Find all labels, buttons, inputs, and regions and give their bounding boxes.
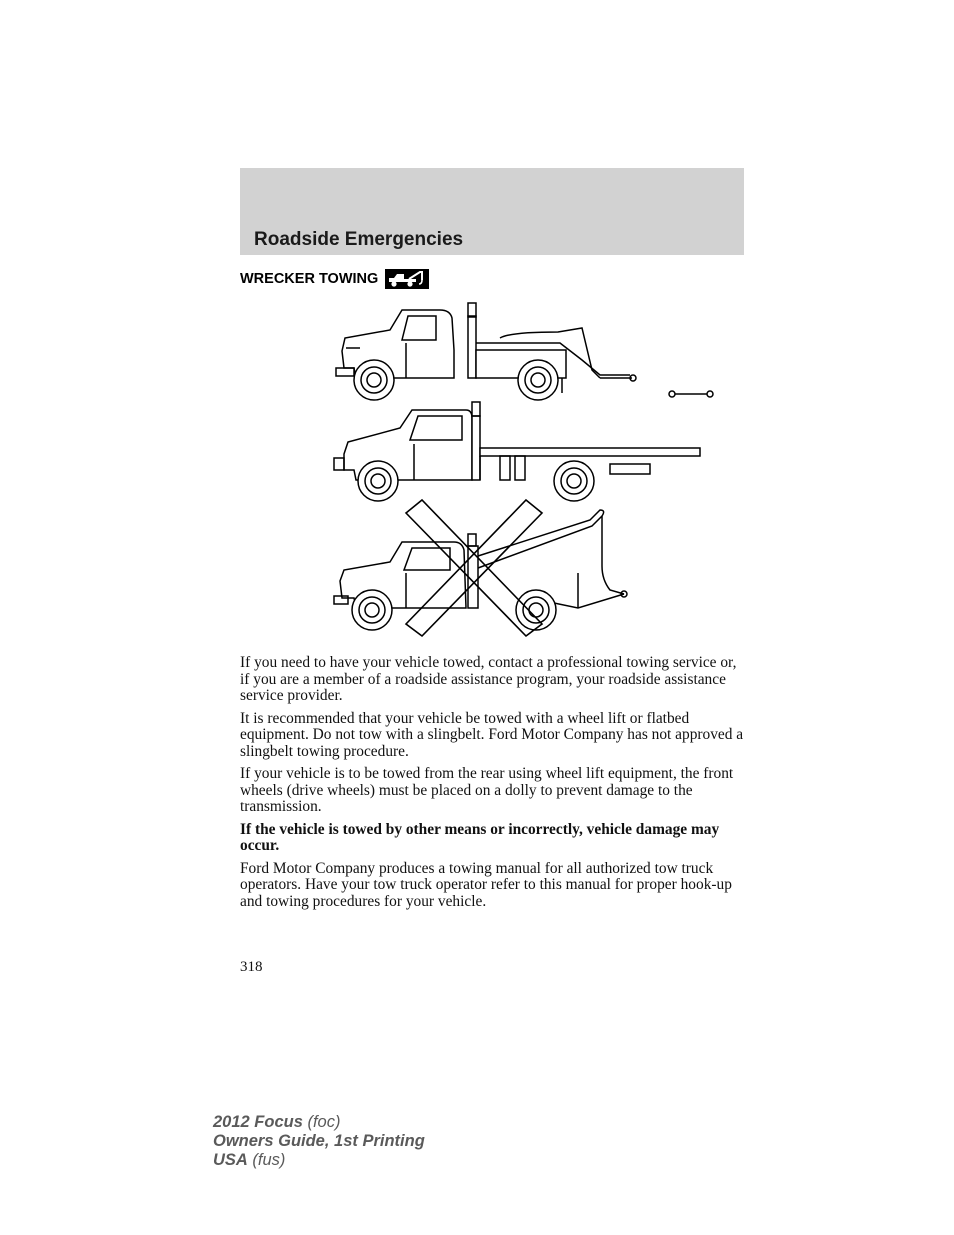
subheading	[240, 268, 429, 290]
tow-truck-icon	[385, 269, 429, 289]
footer-model: 2012 Focus	[213, 1113, 303, 1131]
footer-line-3	[213, 1151, 425, 1170]
paragraph: If your vehicle is to be towed from the rear using wheel lift equipment, the front wheels (drive wheels) must be placed on a dolly to prevent damage to the transmission.	[240, 765, 734, 815]
footer-market: USA	[213, 1151, 248, 1169]
paragraph: It is recommended that your vehicle be towed with a wheel lift or flatbed equipment. Do not tow with a slingbelt. Ford Motor Company has not approved a slingbelt towing procedure.	[240, 709, 744, 760]
wheel-lift-tow-truck	[336, 303, 636, 400]
footer	[213, 1113, 425, 1170]
slingbelt-tow-truck-crossed-out	[334, 500, 627, 636]
page-number: 318	[240, 959, 263, 975]
footer-edition: Owners Guide, 1st Printing	[213, 1132, 425, 1150]
section-header-band	[240, 168, 744, 255]
towing-methods-illustration	[330, 298, 730, 643]
footer-model-code: (foc)	[302, 1113, 341, 1131]
paragraph: If you need to have your vehicle towed, contact a professional towing service or, if you are a member of a roadside assistance program, your roadside assistance service provider.	[240, 654, 737, 704]
footer-market-code: (fus)	[247, 1151, 286, 1169]
warning-paragraph: If the vehicle is towed by other means or incorrectly, vehicle damage may occur.	[240, 820, 720, 854]
subheading-title: WRECKER TOWING	[240, 271, 379, 287]
footer-line-1	[213, 1113, 425, 1132]
footer-line-2	[213, 1132, 425, 1151]
tow-dolly-bar	[669, 391, 713, 397]
section-title: Roadside Emergencies	[254, 229, 464, 250]
body-text	[240, 655, 746, 916]
flatbed-tow-truck	[334, 402, 700, 501]
paragraph: Ford Motor Company produces a towing manual for all authorized tow truck operators. Have your tow truck operator refer to this manual for proper hook-up and towing procedures for your vehicle.	[240, 859, 732, 910]
